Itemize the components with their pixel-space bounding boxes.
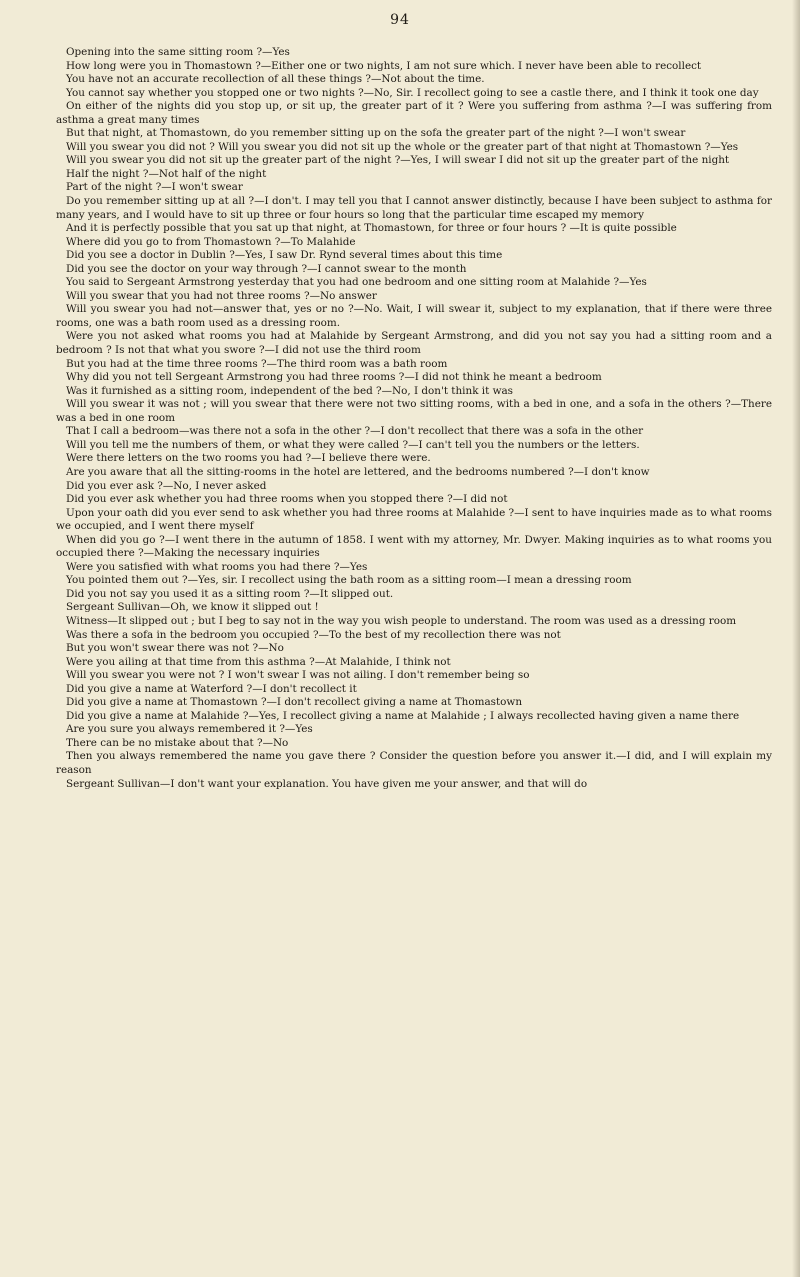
paragraph: Were you not asked what rooms you had at Malahide by Sergeant Armstrong, and did you not say you had a sitting room and a bedroom ? Is not that what you swore ?—I did not use the third room bbox=[56, 330, 772, 357]
paragraph: Why did you not tell Sergeant Armstrong you had three rooms ?—I did not think he meant a bedroom bbox=[66, 371, 602, 384]
paragraph: Witness—It slipped out ; but I beg to say not in the way you wish people to understand. The room was used as a dressing room bbox=[66, 614, 737, 627]
paragraph: But you won't swear there was not ?—No bbox=[66, 642, 284, 655]
paragraph: Opening into the same sitting room ?—Yes bbox=[66, 46, 290, 58]
paragraph: Do you remember sitting up at all ?—I don't. I may tell you that I cannot answer distinctly, because I have been subject to asthma for many years, and I would have to sit up three or four hours so long that the particular time escaped my memory bbox=[56, 195, 772, 221]
paragraph: Did you not say you used it as a sitting room ?—It slipped out. bbox=[66, 587, 394, 600]
paragraph: Upon your oath did you ever send to ask whether you had three rooms at Malahide ?—I sent to have inquiries made as to what rooms we occupied, and I went there myself bbox=[56, 506, 772, 533]
paragraph: Did you give a name at Malahide ?—Yes, I recollect giving a name at Malahide ; I always recollected having given a name there bbox=[66, 709, 740, 722]
paragraph: You pointed them out ?—Yes, sir. I recollect using the bath room as a sitting room—I mean a dressing room bbox=[66, 574, 632, 587]
paragraph: And it is perfectly possible that you sat up that night, at Thomastown, for three or four hours ? —It is quite possible bbox=[66, 222, 677, 235]
paragraph: There can be no mistake about that ?—No bbox=[66, 736, 289, 749]
testimony-text bbox=[56, 46, 772, 791]
paragraph: That I call a bedroom—was there not a sofa in the other ?—I don't recollect that there was a sofa in the other bbox=[66, 425, 644, 438]
paragraph: Was there a sofa in the bedroom you occupied ?—To the best of my recollection there was not bbox=[66, 628, 561, 641]
paragraph: When did you go ?—I went there in the autumn of 1858. I went with my attorney, Mr. Dwyer. Making inquiries as to what rooms you occupied there ?—Making the necessary inquiries bbox=[56, 533, 772, 560]
paragraph: Were you satisfied with what rooms you had there ?—Yes bbox=[66, 560, 368, 573]
paragraph: You cannot say whether you stopped one or two nights ?—No, Sir. I recollect going to see a castle there, and I think it took one day bbox=[66, 86, 759, 99]
paragraph: Sergeant Sullivan—I don't want your explanation. You have given me your answer, and that will do bbox=[66, 777, 588, 790]
paragraph: Will you swear it was not ; will you swear that there were not two sitting rooms, with a bed in one, and a sofa in the others ?—There was a bed in one room bbox=[56, 398, 772, 424]
paragraph: Part of the night ?—I won't swear bbox=[66, 181, 243, 194]
paragraph: Will you swear you were not ? I won't swear I was not ailing. I don't remember being so bbox=[66, 669, 530, 682]
paragraph: Will you swear that you had not three rooms ?—No answer bbox=[66, 289, 377, 302]
paragraph: Was it furnished as a sitting room, independent of the bed ?—No, I don't think it was bbox=[66, 384, 514, 397]
page-edge-shadow bbox=[792, 0, 800, 1277]
paragraph: You said to Sergeant Armstrong yesterday that you had one bedroom and one sitting room at Malahide ?—Yes bbox=[66, 276, 647, 289]
paragraph: Will you swear you had not—answer that, yes or no ?—No. Wait, I will swear it, subject to my explanation, that if there were three rooms, one was a bath room used as a dressing room. bbox=[56, 303, 772, 329]
paragraph: But that night, at Thomastown, do you remember sitting up on the sofa the greater part of the night ?—I won't swear bbox=[66, 127, 686, 140]
page-number: 94 bbox=[390, 12, 410, 28]
paragraph: Did you ever ask ?—No, I never asked bbox=[66, 479, 267, 492]
paragraph: Will you tell me the numbers of them, or what they were called ?—I can't tell you the numbers or the letters. bbox=[66, 438, 640, 451]
paragraph: But you had at the time three rooms ?—The third room was a bath room bbox=[66, 357, 448, 370]
paragraph: Will you swear you did not sit up the greater part of the night ?—Yes, I will swear I did not sit up the greater part of the night bbox=[66, 154, 730, 167]
paragraph: Are you sure you always remembered it ?—Yes bbox=[66, 723, 313, 736]
paragraph: Were you ailing at that time from this asthma ?—At Malahide, I think not bbox=[66, 655, 451, 668]
paragraph: Did you see the doctor on your way through ?—I cannot swear to the month bbox=[66, 262, 467, 275]
paragraph: Then you always remembered the name you gave there ? Consider the question before you answer it.—I did, and I will explain my reason bbox=[56, 750, 772, 776]
paragraph: Did you ever ask whether you had three rooms when you stopped there ?—I did not bbox=[66, 493, 508, 506]
paragraph: You have not an accurate recollection of all these things ?—Not about the time. bbox=[66, 73, 485, 86]
paragraph: Half the night ?—Not half of the night bbox=[66, 167, 267, 180]
paragraph: On either of the nights did you stop up, or sit up, the greater part of it ? Were you suffering from asthma ?—I was suffering from asthma a great many times bbox=[56, 100, 772, 126]
paragraph: Where did you go to from Thomastown ?—To Malahide bbox=[66, 235, 356, 248]
paragraph: Were there letters on the two rooms you had ?—I believe there were. bbox=[66, 452, 431, 465]
paragraph: Did you give a name at Waterford ?—I don't recollect it bbox=[66, 682, 357, 695]
paragraph: Did you see a doctor in Dublin ?—Yes, I saw Dr. Rynd several times about this time bbox=[66, 249, 503, 262]
paragraph: Did you give a name at Thomastown ?—I don't recollect giving a name at Thomastown bbox=[66, 696, 523, 709]
paragraph: Will you swear you did not ? Will you swear you did not sit up the whole or the greater part of that night at Thomastown ?—Yes bbox=[66, 140, 739, 153]
paragraph: Are you aware that all the sitting-rooms in the hotel are lettered, and the bedrooms numbered ?—I don't know bbox=[66, 465, 650, 478]
paragraph: Sergeant Sullivan—Oh, we know it slipped out ! bbox=[66, 601, 319, 614]
paragraph: How long were you in Thomastown ?—Either one or two nights, I am not sure which. I never have been able to recollect bbox=[66, 59, 702, 72]
